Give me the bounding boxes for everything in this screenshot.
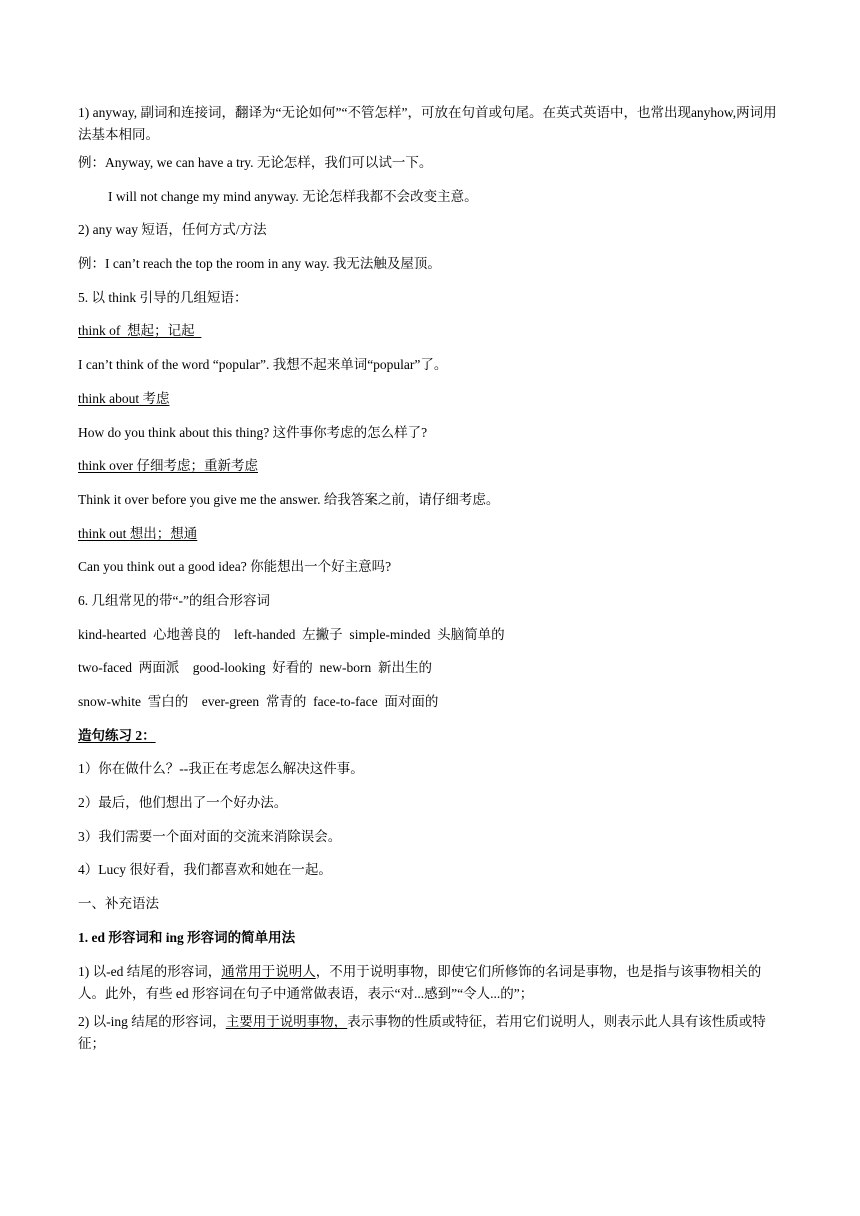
grammar-ing-key: 主要用于说明事物， (225, 1013, 348, 1029)
phrase-think-over (78, 455, 782, 477)
example-any-way: 例：I can’t reach the top the room in any way. 我无法触及屋顶。 (78, 256, 441, 272)
grammar-ed-key: 通常用于说明人 (221, 963, 316, 979)
exercise-item-4: 4）Lucy 很好看，我们都喜欢和她在一起。 (78, 862, 332, 878)
document-page (78, 102, 782, 1061)
grammar-ing-rest: 表示事物的性质或特征，若用它们说明人，则表示此人具有该性质或特征； (78, 1013, 766, 1051)
example-think-about: How do you think about this thing? 这件事你考虑的怎么样了? (78, 424, 428, 440)
example-think-of: I can’t think of the word “popular”. 我想不起来单词“popular”了。 (78, 357, 448, 373)
grammar-ed-paragraph (78, 961, 782, 1005)
grammar-ed-rest: ，不用于说明事物，即使它们所修饰的名词是事物，也是指与该事物相关的人。此外，有些 ed 形容词在句子中通常做表语，表示“对...感到”“令人...的”； (78, 963, 762, 1001)
section-heading: 一、补充语法 (78, 896, 159, 912)
phrase-think-of (78, 320, 782, 342)
grammar-heading: 1. ed 形容词和 ing 形容词的简单用法 (78, 929, 296, 945)
phrase-think-of-text: think of 想起；记起 (78, 323, 202, 339)
compound-adjectives-row-3: snow-white 雪白的 ever-green 常青的 face-to-face 面对面的 (78, 694, 439, 709)
grammar-ed-intro: 1) 以-ed 结尾的形容词， (78, 963, 222, 979)
heading-think-phrases: 5. 以 think 引导的几组短语： (78, 289, 248, 305)
grammar-ing-paragraph (78, 1011, 782, 1055)
compound-adjectives-row-1: kind-hearted 心地善良的 left-handed 左撇子 simple-minded 头脑简单的 (78, 626, 505, 642)
example-anyway-2: I will not change my mind anyway. 无论怎样我都不会改变主意。 (108, 188, 478, 204)
phrase-think-about (78, 388, 782, 410)
phrase-think-out (78, 523, 782, 545)
phrase-think-out-text: think out 想出；想通 (78, 525, 198, 541)
example-think-over: Think it over before you give me the answer. 给我答案之前，请仔细考虑。 (78, 491, 500, 507)
exercise-title: 造句练习 2： (78, 727, 156, 743)
phrase-think-over-text: think over 仔细考虑；重新考虑 (78, 458, 258, 474)
paragraph-any-way: 2) any way 短语，任何方式/方法 (78, 222, 267, 238)
heading-compound-adjectives: 6. 几组常见的带“-”的组合形容词 (78, 592, 270, 608)
phrase-think-about-text: think about 考虑 (78, 390, 170, 406)
exercise-item-2: 2）最后，他们想出了一个好办法。 (78, 795, 288, 811)
exercise-heading (78, 725, 782, 747)
exercise-item-3: 3）我们需要一个面对面的交流来消除误会。 (78, 828, 342, 844)
example-think-out: Can you think out a good idea? 你能想出一个好主意吗? (78, 559, 392, 575)
paragraph-anyway: 1) anyway, 副词和连接词，翻译为“无论如何”“不管怎样”，可放在句首或句尾。在英式英语中，也常出现anyhow,两词用法基本相同。 (78, 105, 777, 142)
grammar-ing-intro: 2) 以-ing 结尾的形容词， (78, 1013, 226, 1029)
example-anyway-1: 例：Anyway, we can have a try. 无论怎样，我们可以试一下。 (78, 155, 433, 170)
exercise-item-1: 1）你在做什么？--我正在考虑怎么解决这件事。 (78, 761, 364, 777)
compound-adjectives-row-2: two-faced 两面派 good-looking 好看的 new-born 新出生的 (78, 660, 432, 676)
